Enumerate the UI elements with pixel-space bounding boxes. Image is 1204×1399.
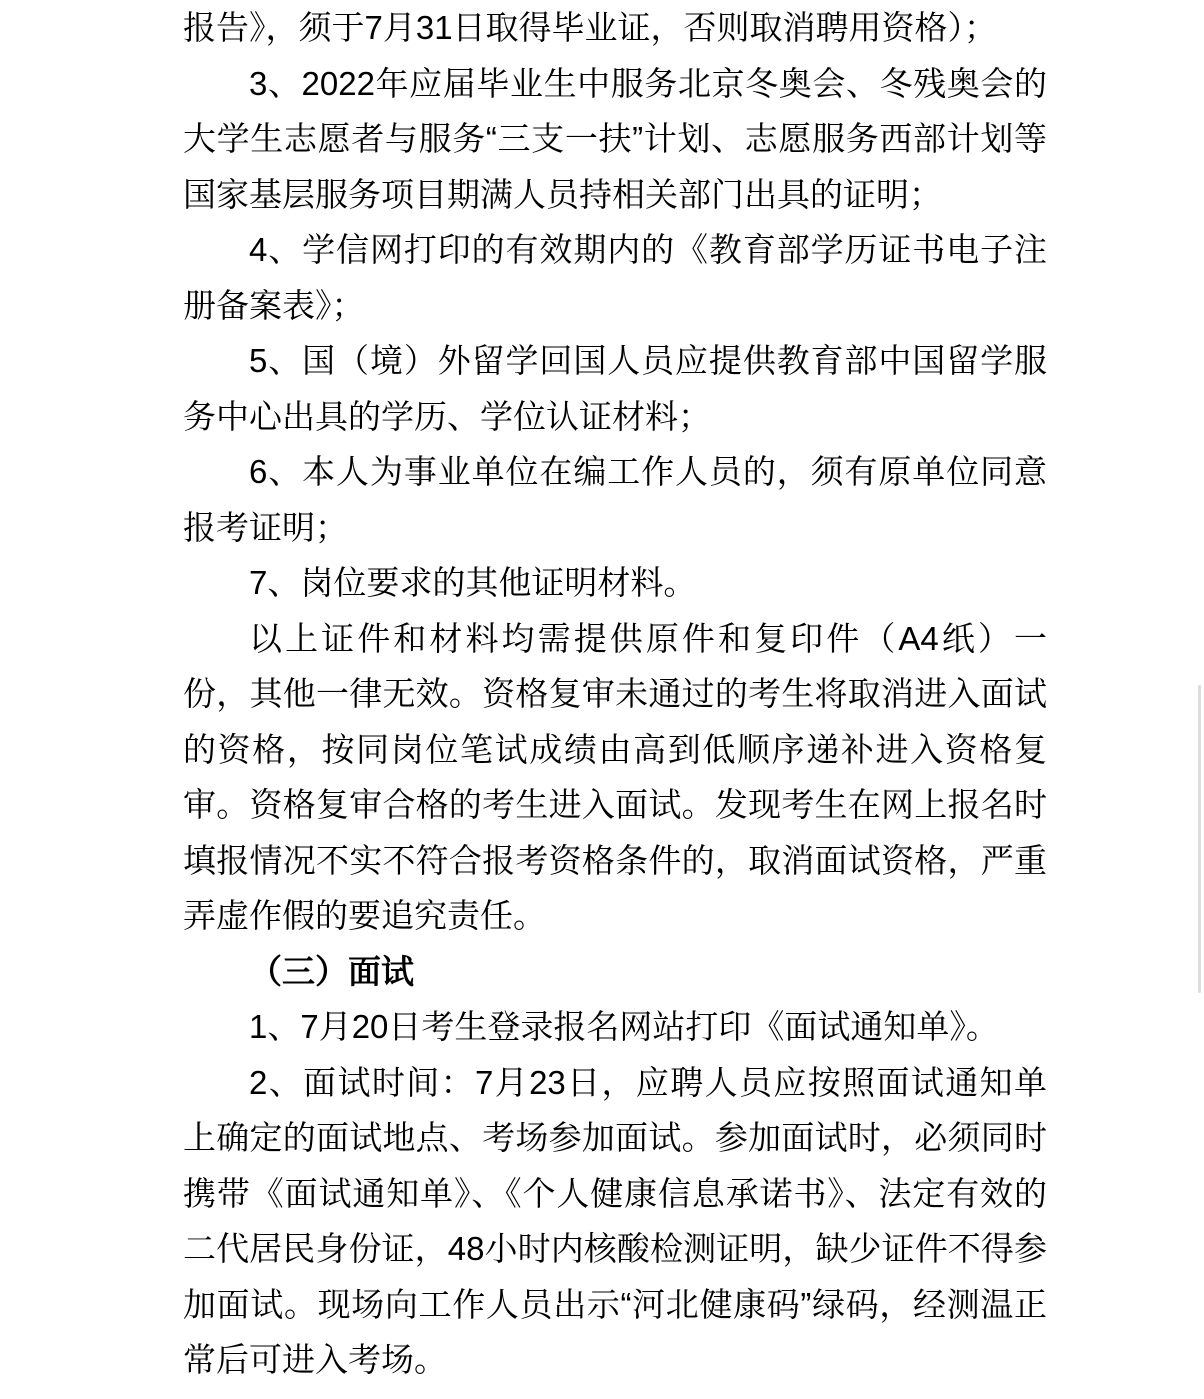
paragraph-interview-2: 2、面试时间：7月23日，应聘人员应按照面试通知单上确定的面试地点、考场参加面试。参加面试时，必须同时携带《面试通知单》、《个人健康信息承诺书》、法定有效的二代居民身份证，48小时内核酸检测证明，缺少证件不得参加面试。现场向工作人员出示“河北健康码”绿码，经测温正常后可进入考场。: [183, 1063, 1047, 1378]
section-heading-interview: （三）面试: [249, 952, 414, 990]
paragraph-continuation: 报告》，须于7月31日取得毕业证，否则取消聘用资格）；: [183, 9, 998, 46]
paragraph-item-3: 3、2022年应届毕业生中服务北京冬奥会、冬残奥会的大学生志愿者与服务“三支一扶”计划、志愿服务西部计划等国家基层服务项目期满人员持相关部门出具的证明；: [183, 64, 1047, 213]
scrollbar-thumb[interactable]: [1198, 685, 1201, 993]
paragraph-item-5: 5、国（境）外留学回国人员应提供教育部中国留学服务中心出具的学历、学位认证材料；: [183, 342, 1047, 435]
paragraph-interview-1: 1、7月20日考生登录报名网站打印《面试通知单》。: [249, 1008, 999, 1045]
paragraph-review-notes: 以上证件和材料均需提供原件和复印件（A4纸）一份，其他一律无效。资格复审未通过的考生将取消进入面试的资格，按同岗位笔试成绩由高到低顺序递补进入资格复审。资格复审合格的考生进入面试。发现考生在网上报名时填报情况不实不符合报考资格条件的，取消面试资格，严重弄虚作假的要追究责任。: [183, 619, 1047, 934]
paragraph-item-4: 4、学信网打印的有效期内的《教育部学历证书电子注册备案表》；: [183, 231, 1047, 324]
document-body: [183, 0, 1047, 1388]
paragraph-item-6: 6、本人为事业单位在编工作人员的，须有原单位同意报考证明；: [183, 453, 1047, 546]
paragraph-item-7: 7、岗位要求的其他证明材料。: [249, 564, 697, 601]
